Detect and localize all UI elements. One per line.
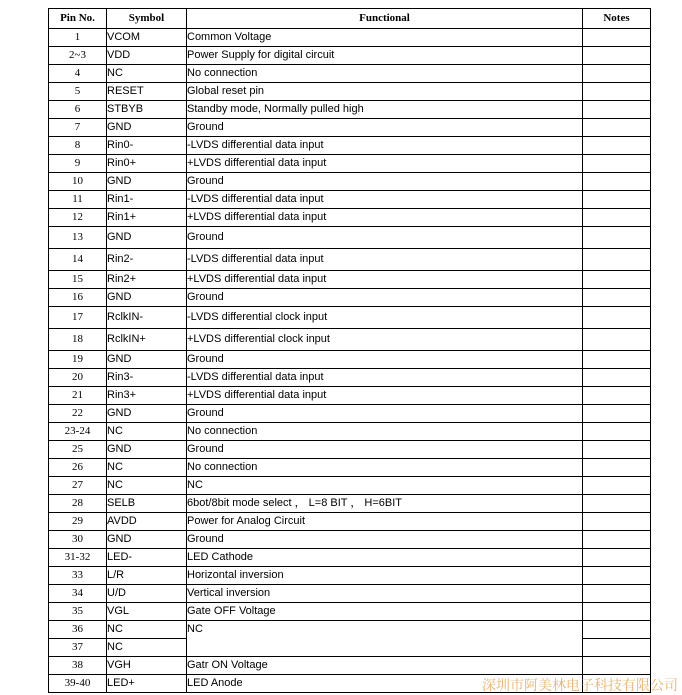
function-cell: Standby mode, Normally pulled high bbox=[187, 101, 583, 119]
company-watermark: 深圳市阿美林电子科技有限公司 bbox=[482, 678, 678, 694]
table-row bbox=[49, 65, 651, 83]
symbol-cell: SELB bbox=[107, 495, 187, 513]
pin-number-cell: 16 bbox=[49, 289, 107, 307]
table-row bbox=[49, 101, 651, 119]
pin-number-cell: 21 bbox=[49, 387, 107, 405]
table-row bbox=[49, 307, 651, 329]
notes-cell bbox=[583, 423, 651, 441]
table-row bbox=[49, 173, 651, 191]
table-row bbox=[49, 567, 651, 585]
symbol-cell: VDD bbox=[107, 47, 187, 65]
symbol-cell: NC bbox=[107, 459, 187, 477]
table-row bbox=[49, 29, 651, 47]
notes-cell bbox=[583, 209, 651, 227]
header-notes: Notes bbox=[583, 9, 651, 29]
pin-number-cell: 11 bbox=[49, 191, 107, 209]
function-cell: LED Anode bbox=[187, 675, 583, 693]
notes-cell bbox=[583, 549, 651, 567]
symbol-cell: NC bbox=[107, 65, 187, 83]
function-cell: Gatr ON Voltage bbox=[187, 657, 583, 675]
notes-cell bbox=[583, 65, 651, 83]
header-pin: Pin No. bbox=[49, 9, 107, 29]
table-row bbox=[49, 603, 651, 621]
symbol-cell: Rin1- bbox=[107, 191, 187, 209]
pin-number-cell: 5 bbox=[49, 83, 107, 101]
function-cell: No connection bbox=[187, 65, 583, 83]
function-cell: Ground bbox=[187, 531, 583, 549]
pin-number-cell: 18 bbox=[49, 329, 107, 351]
function-cell: Vertical inversion bbox=[187, 585, 583, 603]
notes-cell bbox=[583, 47, 651, 65]
pin-number-cell: 38 bbox=[49, 657, 107, 675]
function-cell: Gate OFF Voltage bbox=[187, 603, 583, 621]
notes-cell bbox=[583, 585, 651, 603]
notes-cell bbox=[583, 155, 651, 173]
table-row bbox=[49, 329, 651, 351]
function-cell: Horizontal inversion bbox=[187, 567, 583, 585]
pin-number-cell: 19 bbox=[49, 351, 107, 369]
table-row bbox=[49, 477, 651, 495]
symbol-cell: GND bbox=[107, 227, 187, 249]
notes-cell bbox=[583, 29, 651, 47]
function-cell: -LVDS differential clock input bbox=[187, 307, 583, 329]
table-row bbox=[49, 83, 651, 101]
notes-cell bbox=[583, 137, 651, 155]
symbol-cell: VGL bbox=[107, 603, 187, 621]
pin-number-cell: 33 bbox=[49, 567, 107, 585]
pin-number-cell: 36 bbox=[49, 621, 107, 639]
pin-number-cell: 14 bbox=[49, 249, 107, 271]
pin-number-cell: 23-24 bbox=[49, 423, 107, 441]
header-symbol: Symbol bbox=[107, 9, 187, 29]
pin-number-cell: 12 bbox=[49, 209, 107, 227]
table-row bbox=[49, 459, 651, 477]
notes-cell bbox=[583, 249, 651, 271]
notes-cell bbox=[583, 119, 651, 137]
symbol-cell: GND bbox=[107, 173, 187, 191]
notes-cell bbox=[583, 639, 651, 657]
function-cell: Ground bbox=[187, 119, 583, 137]
pin-number-cell: 10 bbox=[49, 173, 107, 191]
symbol-cell: U/D bbox=[107, 585, 187, 603]
symbol-cell: L/R bbox=[107, 567, 187, 585]
pin-number-cell: 37 bbox=[49, 639, 107, 657]
function-cell: NC bbox=[187, 621, 583, 657]
pin-number-cell: 20 bbox=[49, 369, 107, 387]
pin-number-cell: 28 bbox=[49, 495, 107, 513]
symbol-cell: NC bbox=[107, 423, 187, 441]
function-cell: +LVDS differential clock input bbox=[187, 329, 583, 351]
table-row bbox=[49, 209, 651, 227]
function-cell: -LVDS differential data input bbox=[187, 191, 583, 209]
notes-cell bbox=[583, 405, 651, 423]
header-row bbox=[49, 9, 651, 29]
notes-cell bbox=[583, 621, 651, 639]
notes-cell bbox=[583, 329, 651, 351]
notes-cell bbox=[583, 441, 651, 459]
function-cell: Ground bbox=[187, 289, 583, 307]
function-cell: Ground bbox=[187, 405, 583, 423]
pin-number-cell: 31-32 bbox=[49, 549, 107, 567]
symbol-cell: GND bbox=[107, 351, 187, 369]
pin-number-cell: 9 bbox=[49, 155, 107, 173]
function-cell: -LVDS differential data input bbox=[187, 137, 583, 155]
symbol-cell: GND bbox=[107, 441, 187, 459]
symbol-cell: AVDD bbox=[107, 513, 187, 531]
table-row bbox=[49, 513, 651, 531]
symbol-cell: RclkIN+ bbox=[107, 329, 187, 351]
notes-cell bbox=[583, 513, 651, 531]
pin-number-cell: 6 bbox=[49, 101, 107, 119]
pin-number-cell: 35 bbox=[49, 603, 107, 621]
function-cell: Power Supply for digital circuit bbox=[187, 47, 583, 65]
table-row bbox=[49, 119, 651, 137]
function-cell: NC bbox=[187, 477, 583, 495]
symbol-cell: GND bbox=[107, 119, 187, 137]
function-cell: Common Voltage bbox=[187, 29, 583, 47]
pin-number-cell: 26 bbox=[49, 459, 107, 477]
symbol-cell: NC bbox=[107, 621, 187, 639]
function-cell: 6bot/8bit mode select ， L=8 BIT ， H=6BIT bbox=[187, 495, 583, 513]
notes-cell bbox=[583, 657, 651, 675]
symbol-cell: VGH bbox=[107, 657, 187, 675]
notes-cell bbox=[583, 173, 651, 191]
notes-cell bbox=[583, 289, 651, 307]
function-cell: No connection bbox=[187, 459, 583, 477]
symbol-cell: VCOM bbox=[107, 29, 187, 47]
symbol-cell: RESET bbox=[107, 83, 187, 101]
table-row bbox=[49, 47, 651, 65]
notes-cell bbox=[583, 459, 651, 477]
header-functional: Functional bbox=[187, 9, 583, 29]
table-row bbox=[49, 423, 651, 441]
table-row bbox=[49, 289, 651, 307]
pin-table bbox=[48, 8, 651, 693]
function-cell: +LVDS differential data input bbox=[187, 155, 583, 173]
function-cell: Power for Analog Circuit bbox=[187, 513, 583, 531]
table-row bbox=[49, 405, 651, 423]
function-cell: Ground bbox=[187, 227, 583, 249]
pin-number-cell: 7 bbox=[49, 119, 107, 137]
pin-number-cell: 8 bbox=[49, 137, 107, 155]
table-row bbox=[49, 621, 651, 639]
symbol-cell: NC bbox=[107, 639, 187, 657]
table-row bbox=[49, 351, 651, 369]
pin-number-cell: 15 bbox=[49, 271, 107, 289]
pin-number-cell: 30 bbox=[49, 531, 107, 549]
notes-cell bbox=[583, 567, 651, 585]
notes-cell bbox=[583, 83, 651, 101]
pin-number-cell: 13 bbox=[49, 227, 107, 249]
symbol-cell: LED- bbox=[107, 549, 187, 567]
function-cell: +LVDS differential data input bbox=[187, 209, 583, 227]
notes-cell bbox=[583, 351, 651, 369]
notes-cell bbox=[583, 307, 651, 329]
function-cell: LED Cathode bbox=[187, 549, 583, 567]
function-cell: Ground bbox=[187, 351, 583, 369]
table-row bbox=[49, 585, 651, 603]
function-cell: Global reset pin bbox=[187, 83, 583, 101]
table-row bbox=[49, 549, 651, 567]
symbol-cell: Rin3- bbox=[107, 369, 187, 387]
notes-cell bbox=[583, 477, 651, 495]
notes-cell bbox=[583, 271, 651, 289]
pin-number-cell: 2~3 bbox=[49, 47, 107, 65]
function-cell: No connection bbox=[187, 423, 583, 441]
notes-cell bbox=[583, 369, 651, 387]
symbol-cell: GND bbox=[107, 289, 187, 307]
pin-number-cell: 22 bbox=[49, 405, 107, 423]
function-cell: -LVDS differential data input bbox=[187, 369, 583, 387]
table-row bbox=[49, 227, 651, 249]
symbol-cell: RclkIN- bbox=[107, 307, 187, 329]
symbol-cell: Rin3+ bbox=[107, 387, 187, 405]
symbol-cell: Rin0+ bbox=[107, 155, 187, 173]
pin-number-cell: 27 bbox=[49, 477, 107, 495]
table-row bbox=[49, 441, 651, 459]
symbol-cell: Rin2+ bbox=[107, 271, 187, 289]
function-cell: -LVDS differential data input bbox=[187, 249, 583, 271]
symbol-cell: Rin1+ bbox=[107, 209, 187, 227]
function-cell: +LVDS differential data input bbox=[187, 387, 583, 405]
pin-number-cell: 25 bbox=[49, 441, 107, 459]
symbol-cell: LED+ bbox=[107, 675, 187, 693]
notes-cell bbox=[583, 531, 651, 549]
function-cell: Ground bbox=[187, 173, 583, 191]
function-cell: Ground bbox=[187, 441, 583, 459]
symbol-cell: STBYB bbox=[107, 101, 187, 119]
symbol-cell: NC bbox=[107, 477, 187, 495]
pin-number-cell: 29 bbox=[49, 513, 107, 531]
pin-number-cell: 34 bbox=[49, 585, 107, 603]
notes-cell bbox=[583, 227, 651, 249]
pin-number-cell: 39-40 bbox=[49, 675, 107, 693]
table-row bbox=[49, 271, 651, 289]
table-row bbox=[49, 495, 651, 513]
table-row bbox=[49, 387, 651, 405]
symbol-cell: GND bbox=[107, 405, 187, 423]
notes-cell bbox=[583, 387, 651, 405]
notes-cell bbox=[583, 495, 651, 513]
pin-number-cell: 17 bbox=[49, 307, 107, 329]
table-row bbox=[49, 369, 651, 387]
table-row bbox=[49, 191, 651, 209]
notes-cell bbox=[583, 101, 651, 119]
table-row bbox=[49, 155, 651, 173]
symbol-cell: Rin0- bbox=[107, 137, 187, 155]
symbol-cell: Rin2- bbox=[107, 249, 187, 271]
table-row bbox=[49, 657, 651, 675]
function-cell: +LVDS differential data input bbox=[187, 271, 583, 289]
table-row bbox=[49, 137, 651, 155]
notes-cell bbox=[583, 191, 651, 209]
pin-number-cell: 4 bbox=[49, 65, 107, 83]
table-row bbox=[49, 249, 651, 271]
pin-number-cell: 1 bbox=[49, 29, 107, 47]
notes-cell bbox=[583, 603, 651, 621]
symbol-cell: GND bbox=[107, 531, 187, 549]
table-row bbox=[49, 531, 651, 549]
